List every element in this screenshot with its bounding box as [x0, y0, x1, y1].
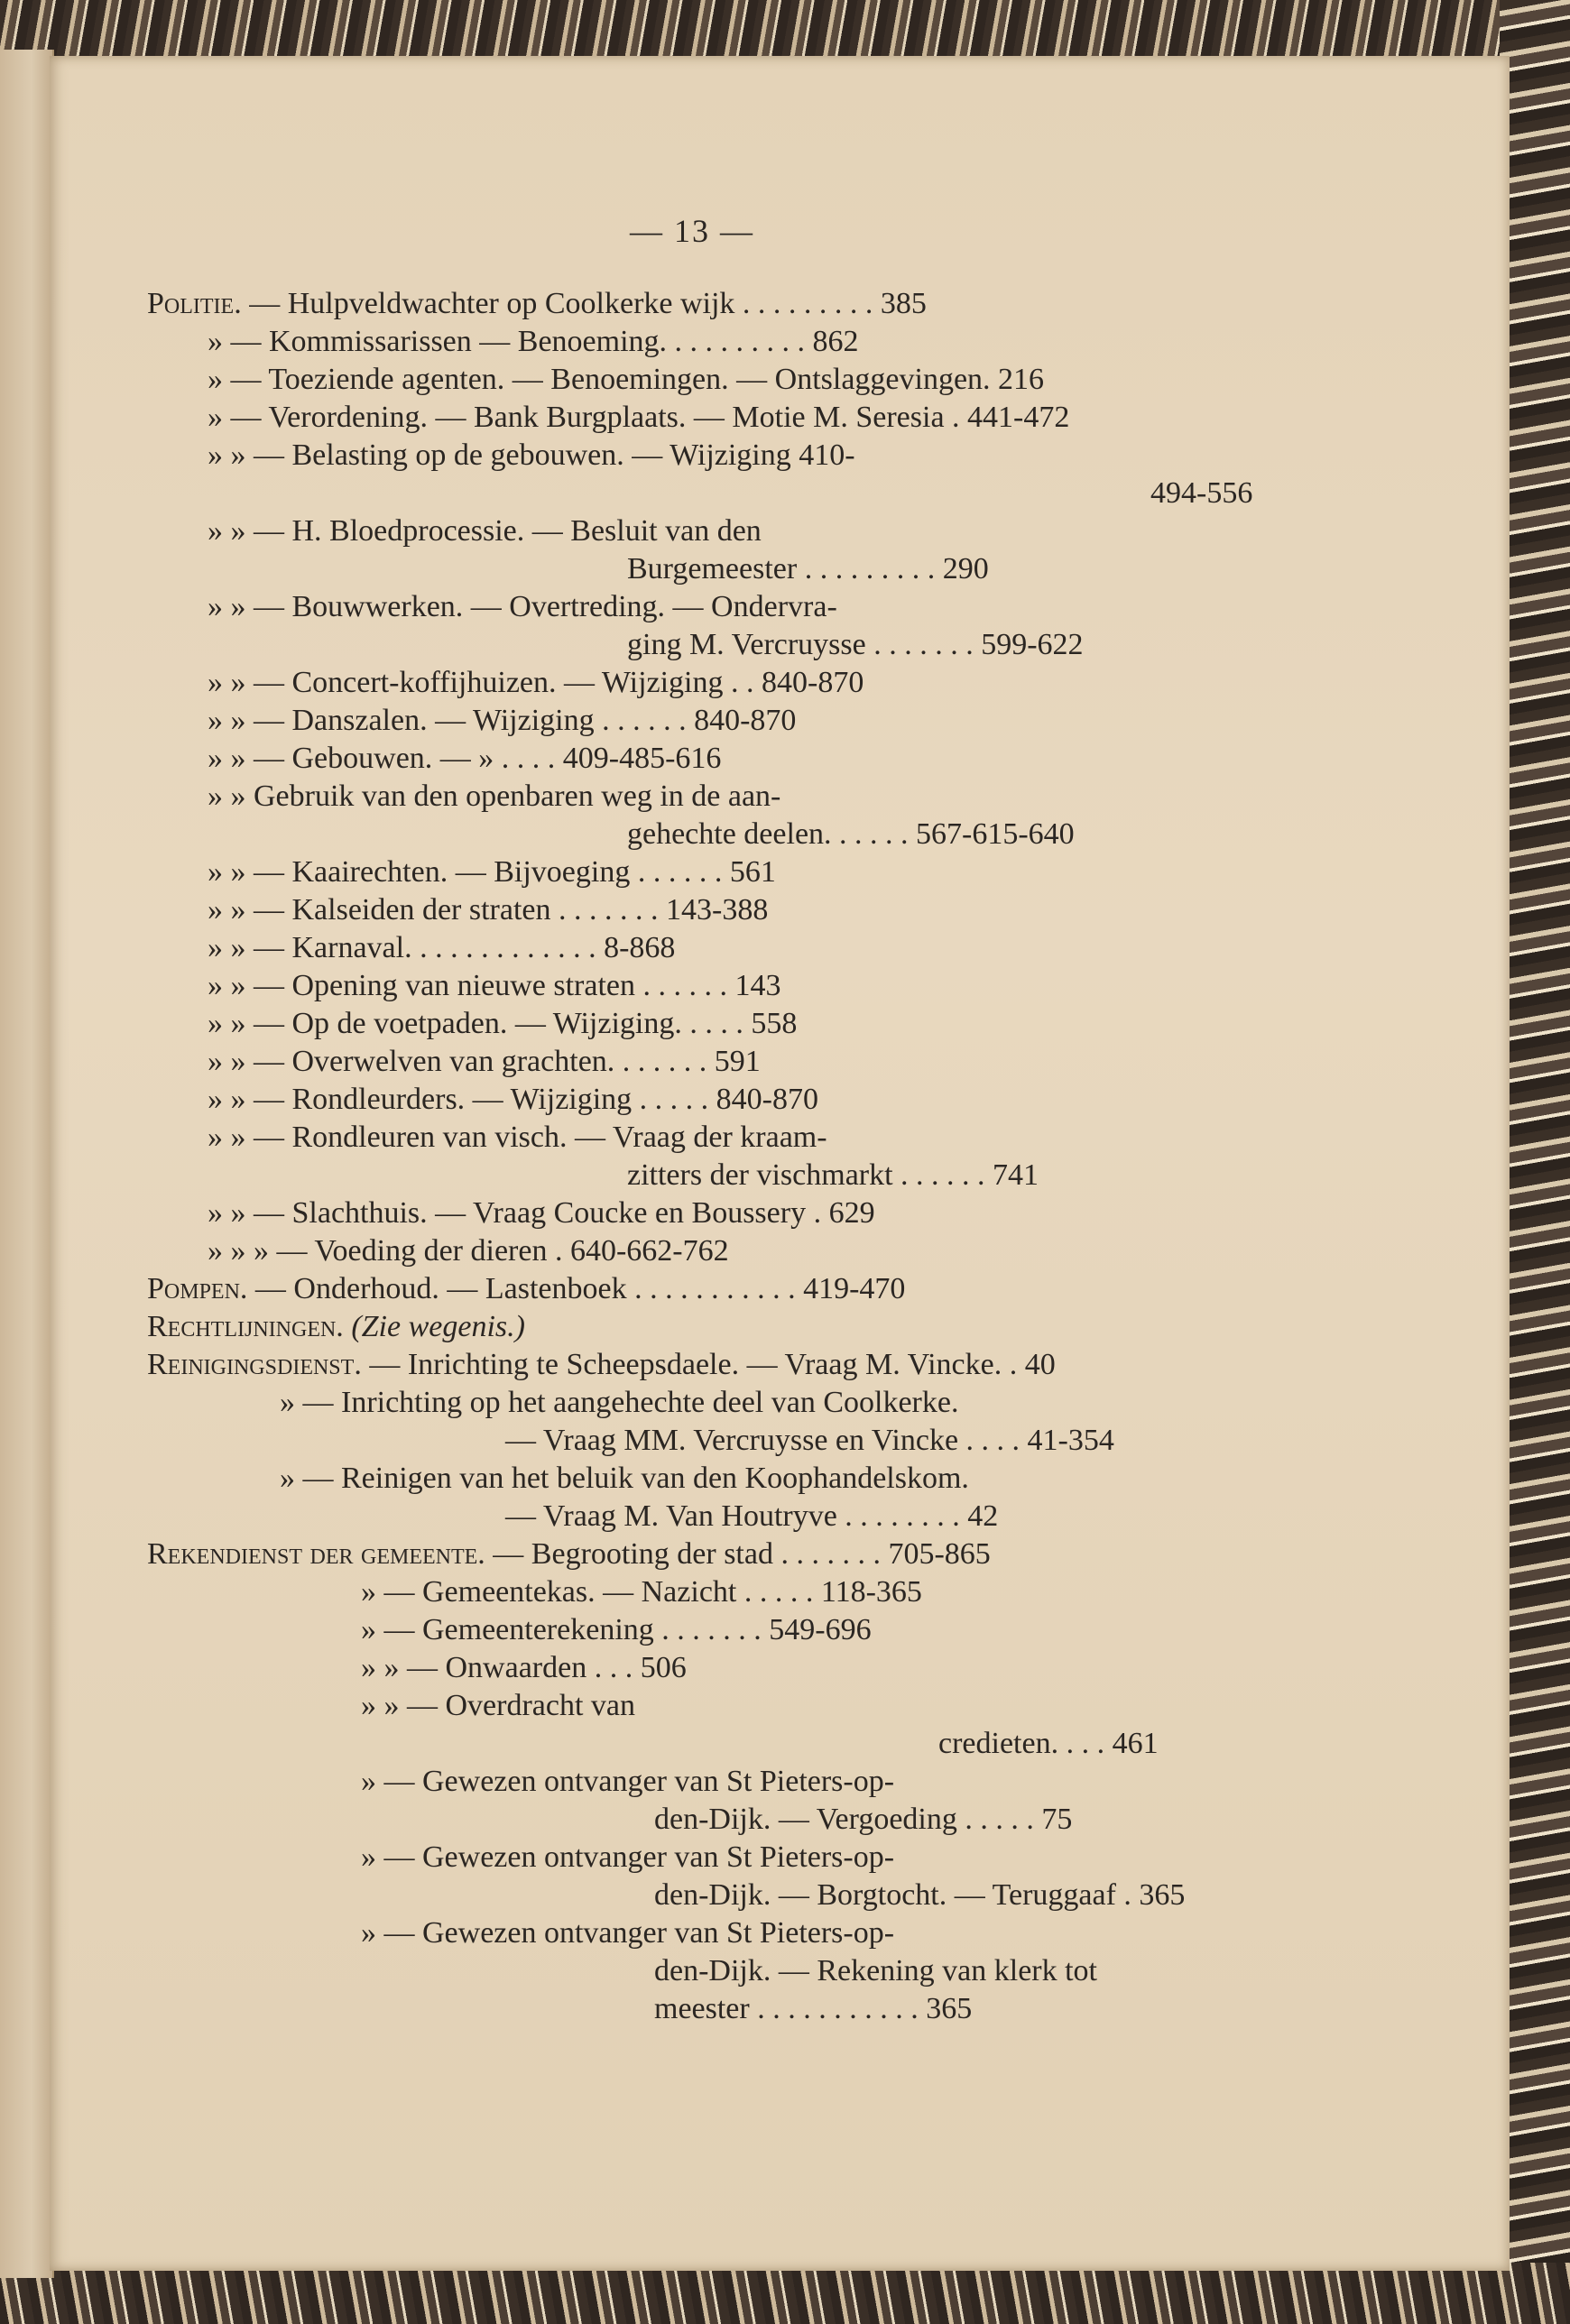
index-line: » — Reinigen van het beluik van den Koophandelskom.: [280, 1462, 969, 1495]
index-line: » — Gewezen ontvanger van St Pieters-op-: [361, 1840, 895, 1874]
index-line: » » — Belasting op de gebouwen. — Wijziging 410-: [208, 438, 855, 472]
index-line: ging M. Vercruysse . . . . . . . 599-622: [627, 628, 1084, 661]
index-line: » » — Bouwwerken. — Overtreding. — Ondervra-: [208, 590, 837, 623]
page-number: — 13 —: [630, 213, 754, 249]
book-page: [50, 56, 1510, 2271]
index-line: » » — H. Bloedprocessie. — Besluit van den: [208, 514, 762, 548]
cross-reference-note: (Zie wegenis.): [351, 1310, 525, 1343]
index-line: » » — Karnaval. . . . . . . . . . . . . 8-868: [208, 931, 676, 964]
index-line: Burgemeester . . . . . . . . . 290: [627, 552, 989, 586]
book-cover-right-edge: [1500, 0, 1570, 2324]
index-line: [147, 1309, 525, 1345]
index-line: » » — Overwelven van grachten. . . . . . . 591: [208, 1045, 761, 1078]
index-heading: Rekendienst der gemeente.: [147, 1537, 485, 1571]
book-cover-top-edge: [0, 0, 1570, 63]
index-line: » — Gewezen ontvanger van St Pieters-op-: [361, 1765, 895, 1798]
index-line: » — Kommissarissen — Benoeming. . . . . . . . . . 862: [208, 325, 859, 358]
index-line: » » — Kalseiden der straten . . . . . . . 143-388: [208, 893, 769, 927]
index-line: » — Verordening. — Bank Burgplaats. — Motie M. Seresia . 441-472: [208, 401, 1070, 434]
index-line: Pompen. — Onderhoud. — Lastenboek . . . . . . . . . . . 419-470: [147, 1272, 906, 1305]
index-line: zitters der vischmarkt . . . . . . 741: [627, 1158, 1039, 1192]
index-line: » » — Op de voetpaden. — Wijziging. . . . . 558: [208, 1007, 798, 1040]
index-line: » » — Concert-koffijhuizen. — Wijziging . . 840-870: [208, 666, 864, 699]
index-line: » — Gemeentekas. — Nazicht . . . . . 118-365: [361, 1575, 922, 1609]
index-line: meester . . . . . . . . . . . 365: [654, 1992, 973, 2025]
index-line: den-Dijk. — Vergoeding . . . . . 75: [654, 1803, 1073, 1836]
index-line: » — Toeziende agenten. — Benoemingen. — Ontslaggevingen. 216: [208, 363, 1045, 396]
index-line: » — Gemeenterekening . . . . . . . 549-696: [361, 1613, 872, 1646]
index-line: » » — Rondleurders. — Wijziging . . . . . 840-870: [208, 1083, 818, 1116]
index-line: » » — Rondleuren van visch. — Vraag der kraam-: [208, 1120, 827, 1154]
index-line: Reinigingsdienst. — Inrichting te Scheepsdaele. — Vraag M. Vincke. . 40: [147, 1348, 1056, 1381]
index-line: Politie. — Hulpveldwachter op Coolkerke wijk . . . . . . . . . 385: [147, 287, 927, 320]
index-line: » » — Danszalen. — Wijziging . . . . . . 840-870: [208, 704, 797, 737]
index-line: den-Dijk. — Borgtocht. — Teruggaaf . 365: [654, 1878, 1186, 1912]
index-line: » » Gebruik van den openbaren weg in de aan-: [208, 779, 781, 813]
index-line: den-Dijk. — Rekening van klerk tot: [654, 1954, 1098, 1987]
index-line: » » » — Voeding der dieren . 640-662-762: [208, 1234, 729, 1268]
index-line: » » — Overdracht van: [361, 1689, 636, 1722]
index-line: — Vraag MM. Vercruysse en Vincke . . . . 41-354: [505, 1424, 1114, 1457]
index-line: » » — Gebouwen. — » . . . . 409-485-616: [208, 742, 722, 775]
book-cover-bottom-edge: [0, 2263, 1570, 2324]
index-line: » — Gewezen ontvanger van St Pieters-op-: [361, 1916, 895, 1950]
index-heading: Reinigingsdienst.: [147, 1348, 362, 1381]
index-heading: Rechtlijningen.: [147, 1310, 344, 1343]
index-line: credieten. . . . 461: [938, 1727, 1159, 1760]
index-line: — Vraag M. Van Houtryve . . . . . . . . 42: [505, 1499, 999, 1533]
index-line: » » — Kaairechten. — Bijvoeging . . . . . . 561: [208, 855, 776, 889]
index-line: » » — Slachthuis. — Vraag Coucke en Boussery . 629: [208, 1196, 875, 1230]
index-line: Rekendienst der gemeente. — Begrooting der stad . . . . . . . 705-865: [147, 1537, 991, 1571]
index-line: gehechte deelen. . . . . . 567-615-640: [627, 817, 1075, 851]
index-heading: Pompen.: [147, 1272, 248, 1305]
index-line: » » — Opening van nieuwe straten . . . . . . 143: [208, 969, 781, 1002]
index-line: » — Inrichting op het aangehechte deel van Coolkerke.: [280, 1386, 959, 1419]
index-heading: Politie.: [147, 287, 242, 320]
index-line: 494-556: [1150, 476, 1253, 510]
previous-page-edge: [0, 50, 54, 2278]
index-line: » » — Onwaarden . . . 506: [361, 1651, 687, 1684]
